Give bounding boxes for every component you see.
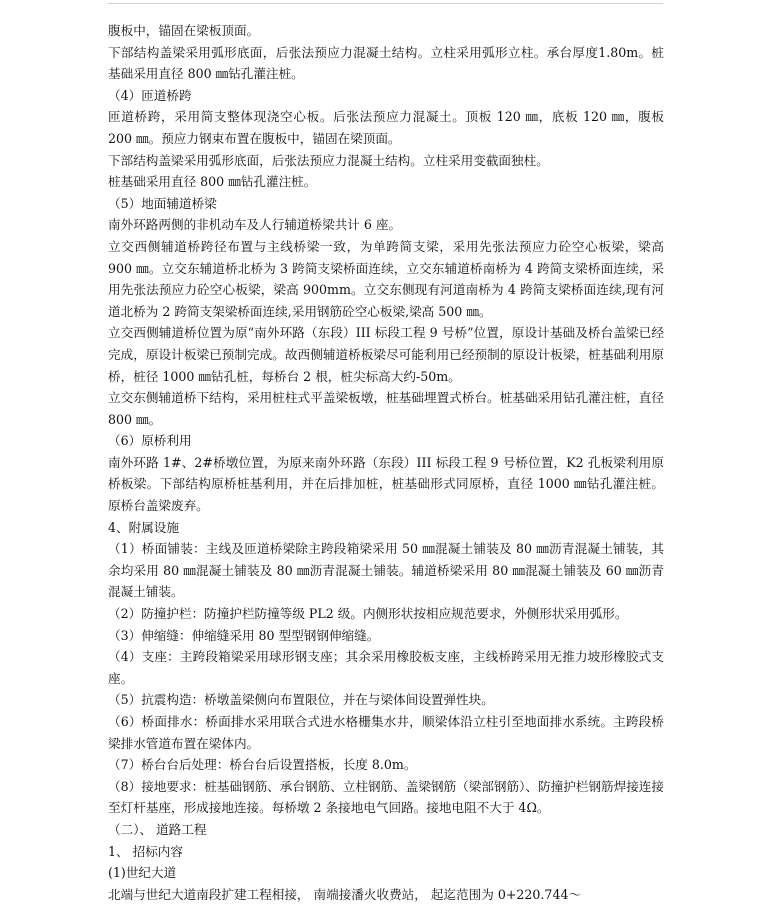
paragraph: （1）桥面铺装：主线及匝道桥梁除主跨段箱梁采用 50 ㎜混凝土铺装及 80 ㎜沥青混凝土铺装，其余均采用 80 ㎜混凝土铺装及 80 ㎜沥青混凝土铺装。辅道桥梁采用 80 ㎜混凝土铺装及 60 ㎜沥青混凝土铺装。	[108, 541, 664, 600]
paragraph: 南外环路 1#、2#桥墩位置，为原来南外环路（东段）III 标段工程 9 号桥位置，K2 孔板梁利用原桥板梁。下部结构原桥桩基利用，并在后排加桩，桩基础形式同原桥，直径 1000 ㎜钻孔灌注桩。原桥台盖梁废弃。	[108, 454, 664, 514]
section-heading: 1、 招标内容	[108, 843, 183, 859]
section-heading: （4）匝道桥跨	[108, 87, 192, 103]
paragraph: 下部结构盖梁采用弧形底面，后张法预应力混凝土结构。立柱采用变截面独柱。	[108, 152, 549, 168]
section-heading: (1)世纪大道	[108, 865, 177, 881]
paragraph: 腹板中，锚固在梁板顶面。	[108, 23, 260, 38]
section-heading: 4、附属设施	[108, 519, 179, 535]
paragraph: （5）抗震构造：桥墩盖梁侧向布置限位，并在与梁体间设置弹性块。	[108, 692, 494, 708]
paragraph: 匝道桥跨，采用简支整体现浇空心板。后张法预应力混凝土。顶板 120 ㎜，底板 120 ㎜，腹板 200 ㎜。预应力钢束布置在腹板中，锚固在梁顶面。	[108, 109, 664, 146]
paragraph: 下部结构盖梁采用弧形底面，后张法预应力混凝土结构。立柱采用弧形立柱。承台厚度1.80m。桩基础采用直径 800 ㎜钻孔灌注桩。	[108, 44, 664, 82]
paragraph: 立交西侧辅道桥位置为原“南外环路（东段）III 标段工程 9 号桥”位置，原设计基础及桥台盖梁已经完成，原设计板梁已预制完成。故西侧辅道桥板梁尽可能利用已经预制的原设计板梁，桩基础利用原桥，桩径 1000 ㎜钻孔桩，每桥台 2 根，桩尖标高大约-50m。	[108, 325, 664, 384]
paragraph: （3）伸缩缝：伸缩缝采用 80 型型钢钢伸缩缝。	[108, 627, 380, 643]
paragraph: 北端与世纪大道南段扩建工程相接， 南端接潘火收费站， 起迄范围为 0+220.744～	[108, 886, 582, 902]
paragraph: （4）支座：主跨段箱梁采用球形钢支座；其余采用橡胶板支座，主线桥跨采用无推力坡形橡胶式支座。	[108, 649, 664, 686]
paragraph: 立交东侧辅道桥下结构，采用桩柱式平盖梁板墩，桩基础埋置式桥台。桩基础采用钻孔灌注桩，直径 800 ㎜。	[108, 390, 664, 427]
section-heading: （6）原桥利用	[108, 433, 192, 449]
section-heading: （5）地面辅道桥梁	[108, 195, 217, 211]
header-rule	[108, 3, 663, 4]
paragraph: 立交西侧辅道桥跨径布置与主线桥梁一致，为单跨简支梁，采用先张法预应力砼空心板梁，梁高 900 ㎜。立交东辅道桥北桥为 3 跨简支梁桥面连续，立交东辅道桥南桥为 4 跨简支梁桥面连续，采用先张法预应力砼空心板梁，梁高 900mm。立交东侧现有河道南桥为 4 跨简支梁桥面连续,现有河道北桥为 2 跨简支架梁桥面连续,采用钢筋砼空心板梁,梁高 500 ㎜。	[108, 238, 664, 319]
paragraph: （8）接地要求：桩基础钢筋、承台钢筋、立柱钢筋、盖梁钢筋（梁部钢筋）、防撞护栏钢筋焊接连接至灯杆基座，形成接地连接。每桥墩 2 条接地电气回路。接地电阻不大于 4Ω。	[108, 778, 664, 816]
paragraph: 桩基础采用直径 800 ㎜钻孔灌注桩。	[108, 174, 317, 190]
paragraph: （2）防撞护栏：防撞护栏防撞等级 PL2 级。内侧形状按相应规范要求，外侧形状采用弧形。	[108, 606, 628, 622]
section-heading: （二）、 道路工程	[108, 821, 207, 837]
document-body	[108, 20, 664, 905]
paragraph: （7）桥台台后处理：桥台台后设置搭板，长度 8.0m。	[108, 757, 417, 773]
paragraph: （6）桥面排水：桥面排水采用联合式进水格栅集水井，顺梁体沿立柱引至地面排水系统。主跨段桥梁排水管道布置在梁体内。	[108, 714, 664, 751]
paragraph: 南外环路两侧的非机动车及人行辅道桥梁共计 6 座。	[108, 217, 402, 233]
